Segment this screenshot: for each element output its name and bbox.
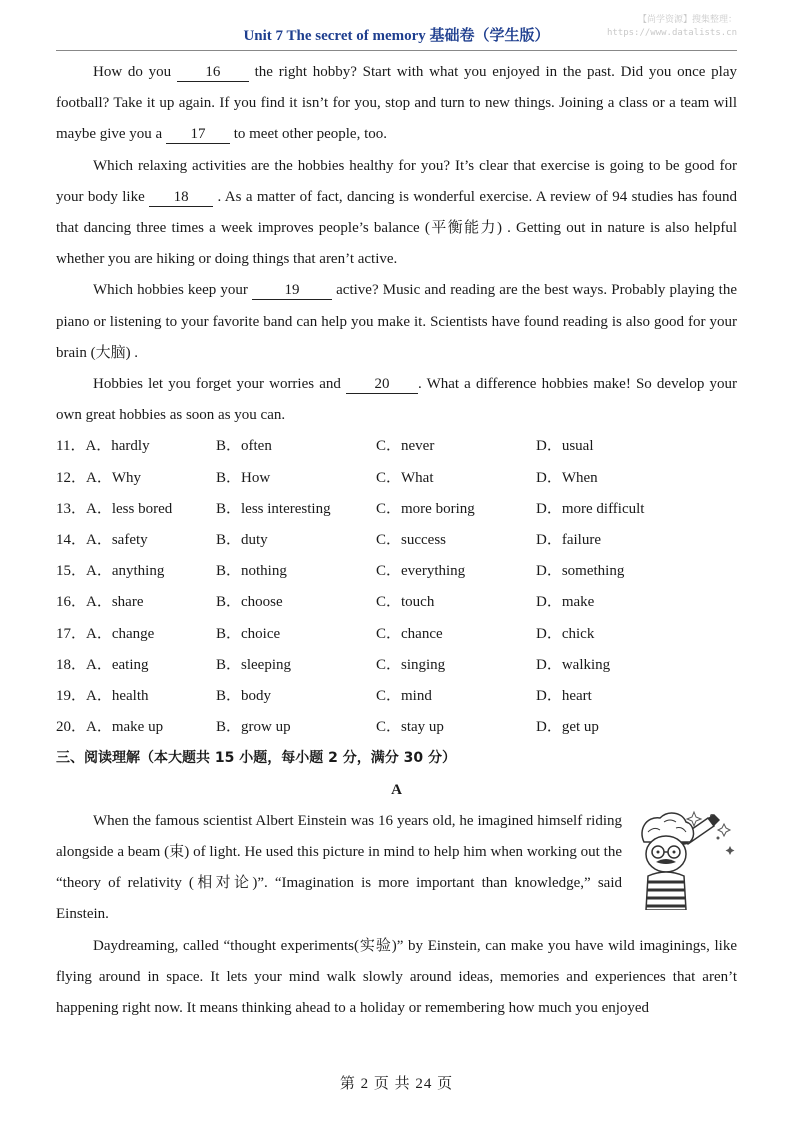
option-a: 16．A．share	[56, 594, 144, 611]
option-d: D．make	[536, 594, 595, 611]
option-d: D．heart	[536, 687, 592, 704]
watermark	[607, 14, 737, 40]
option-a: 18．A．eating	[56, 656, 149, 673]
cloze-paragraph-1	[56, 57, 737, 151]
cloze-paragraph-4	[56, 369, 737, 431]
reading-paragraph-2: Daydreaming, called “thought experiments(实验)” by Einstein, can make you have wild imaginings, like flying around in space. It lets your mind walk slowly around ideas, memories and experiences that aren’t happening right now. It means thinking ahead to a holiday or remembering how much you enjoyed	[56, 937, 737, 1016]
cloze-paragraph-3	[56, 275, 737, 369]
watermark-url: https://www.datalists.cn	[606, 28, 737, 38]
section-heading: 三、阅读理解（本大题共 15 小题，每小题 2 分，满分 30 分）	[56, 750, 456, 767]
option-a: 13．A．less bored	[56, 500, 173, 517]
einstein-illustration	[630, 806, 740, 910]
question-row	[56, 712, 737, 743]
question-row	[56, 556, 737, 587]
page-header	[56, 14, 737, 51]
option-b: B．grow up	[216, 719, 291, 736]
option-c: C．singing	[376, 656, 446, 673]
text-run: the right hobby? Start with what you enjoyed in the past. Did you once play football? Take it up again. If you find it isn’t for you, stop and turn to new things. Joining a class or a team will maybe give you a	[56, 64, 737, 143]
option-a: 20．A．make up	[56, 719, 164, 736]
passage-label: A	[391, 781, 402, 798]
option-b: B．choose	[216, 594, 283, 611]
option-c: C．everything	[376, 563, 466, 580]
option-c: C．never	[376, 438, 435, 455]
option-a: 15．A．anything	[56, 563, 165, 580]
option-a: 14．A．safety	[56, 532, 148, 548]
option-c: C．stay up	[376, 719, 444, 736]
option-b: B．nothing	[216, 563, 287, 580]
option-b: B．body	[216, 687, 272, 704]
question-row	[56, 587, 737, 618]
page-number: 第 2 页 共 24 页	[339, 1076, 454, 1092]
option-d: D．get up	[536, 719, 599, 736]
option-d: D．more difficult	[536, 500, 645, 517]
option-a: 12．A．Why	[56, 469, 141, 486]
reading-paragraph-1: When the famous scientist Albert Einstein was 16 years old, he imagined himself riding alongside a beam (束) of light. He used this picture in mind to help him when working out the “theory of relativity (相对论)”. “Imagination is more important than knowledge,” said Einstein.	[56, 812, 622, 923]
option-d: D．chick	[536, 625, 595, 642]
question-row	[56, 494, 737, 525]
option-b: B．duty	[216, 532, 268, 548]
option-d: D．walking	[536, 656, 611, 673]
blank-16: 16	[177, 63, 249, 82]
question-list	[56, 431, 737, 743]
text-run: Which relaxing activities are the hobbies healthy for you? It’s clear that exercise is going to be good for your body like	[56, 157, 737, 205]
cloze-paragraph-2	[56, 151, 737, 276]
option-b: B．sleeping	[216, 656, 291, 673]
option-c: C．touch	[376, 594, 435, 611]
option-c: C．What	[376, 469, 434, 486]
option-a: 11．A．hardly	[56, 438, 150, 455]
text-run: active? Music and reading are the best ways. Probably playing the piano or listening to your favorite band can help you make it. Scientists have found reading is also good for your brain (大脑) .	[56, 282, 737, 361]
blank-20: 20	[346, 375, 418, 394]
document-title: Unit 7 The secret of memory 基础卷（学生版）	[243, 28, 550, 44]
option-a: 19．A．health	[56, 687, 149, 704]
option-c: C．more boring	[376, 500, 475, 517]
option-c: C．chance	[376, 625, 443, 642]
question-row	[56, 431, 737, 462]
question-row	[56, 463, 737, 494]
blank-19: 19	[252, 281, 332, 300]
question-row	[56, 525, 737, 556]
option-b: B．How	[216, 469, 271, 486]
text-run: How do you	[93, 64, 177, 80]
option-c: C．success	[376, 532, 446, 548]
question-row	[56, 619, 737, 650]
option-c: C．mind	[376, 687, 432, 704]
option-d: D．usual	[536, 438, 594, 455]
text-run: . What a difference hobbies make! So develop your own great hobbies as soon as you can.	[56, 376, 738, 424]
blank-17: 17	[166, 125, 230, 144]
watermark-source: 【尚学资源】搜集整理：	[637, 15, 737, 25]
option-b: B．choice	[216, 625, 281, 642]
option-b: B．often	[216, 438, 272, 455]
text-run: . As a matter of fact, dancing is wonderful exercise. A review of 94 studies has found that dancing three times a week improves people’s balance (平衡能力) . Getting out in nature is also helpful whether you are hiking or doing things that aren’t active.	[56, 188, 737, 268]
question-row	[56, 681, 737, 712]
option-d: D．failure	[536, 532, 601, 548]
option-a: 17．A．change	[56, 625, 155, 642]
text-run: Hobbies let you forget your worries and	[93, 376, 346, 393]
option-d: D．When	[536, 469, 598, 486]
text-run: to meet other people, too.	[229, 126, 388, 143]
reading-passage-a	[56, 806, 737, 931]
question-row	[56, 650, 737, 681]
text-run: Which hobbies keep your	[93, 282, 253, 299]
blank-18: 18	[149, 188, 213, 207]
option-b: B．less interesting	[216, 500, 331, 517]
document-body	[56, 57, 737, 1024]
option-d: D．something	[536, 563, 625, 580]
